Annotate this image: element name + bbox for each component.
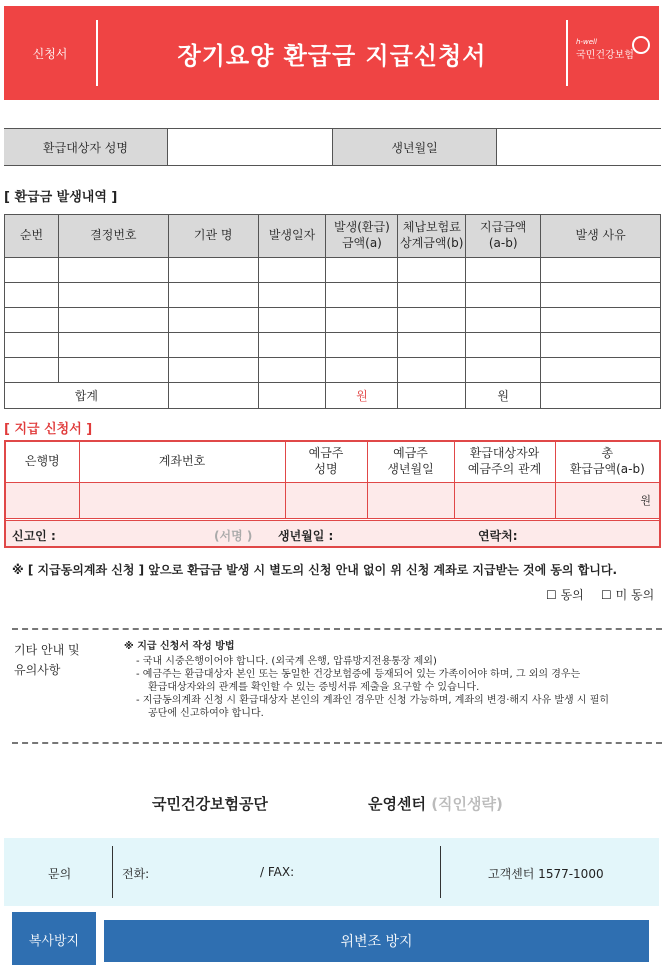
col-holder-name: 예금주 성명 — [285, 442, 367, 482]
form-header — [4, 6, 659, 100]
form-title: 장기요양 환급금 지급신청서 — [177, 41, 487, 70]
agree-checkbox[interactable]: ☐ 동의 — [546, 588, 584, 602]
consent-text: ※ [ 지급동의계좌 신청 ] 앞으로 환급금 발생 시 별도의 신청 안내 없이 위 신청 계좌로 지급받는 것에 동의 합니다. — [12, 563, 618, 577]
divider — [12, 742, 662, 744]
col-offset-amount: 체납보험료 상계금액(b) — [398, 215, 466, 258]
table-row — [5, 358, 661, 383]
inquiry-fax: / FAX: — [260, 865, 295, 879]
signature-field[interactable]: (서명 ) — [214, 529, 253, 543]
col-account: 계좌번호 — [79, 442, 285, 482]
signer-label: 신고인 : — [12, 529, 56, 543]
guide-title: ※ 지급 신청서 작성 방법 — [124, 641, 235, 652]
holder-birth-field[interactable] — [367, 482, 454, 518]
form-type-tag: 신청서 — [32, 46, 68, 61]
divider — [12, 628, 662, 630]
sum-unit-total: 원 — [466, 383, 541, 409]
applicant-row — [4, 128, 661, 166]
logo-name: 국민건강보험 — [576, 50, 634, 61]
guide-text — [124, 640, 664, 720]
sum-row — [5, 383, 661, 409]
col-institution: 기관 명 — [168, 215, 258, 258]
inquiry-divider — [112, 846, 113, 898]
guide-item: - 예금주는 환급대상자 본인 또는 동일한 건강보험증에 등재되어 있는 가족이어야 하며, 그 외의 경우는 — [136, 669, 581, 680]
applicant-birth-label: 생년월일 — [333, 129, 497, 165]
occurrence-header-row — [5, 215, 661, 258]
table-row — [5, 258, 661, 283]
payment-table-box — [4, 440, 661, 548]
logo-slogan: h-well — [576, 38, 597, 46]
forgery-protect-badge: 위변조 방지 — [104, 920, 649, 962]
payment-section-title: [ 지급 신청서 ] — [4, 422, 93, 437]
inquiry-phone: 전화: — [122, 867, 150, 881]
col-refund-amount: 발생(환급) 금액(a) — [326, 215, 398, 258]
col-relation: 환급대상자와 예금주의 관계 — [454, 442, 555, 482]
inquiry-divider — [440, 846, 441, 898]
account-field[interactable] — [79, 482, 285, 518]
signer-birth-label: 생년월일 : — [278, 529, 334, 543]
guide-item-cont: 환급대상자와의 관계를 확인할 수 있는 증빙서류 제출을 요구할 수 있습니다. — [148, 682, 480, 693]
payment-input-row — [6, 482, 659, 518]
org-name: 국민건강보험공단 — [152, 795, 268, 813]
holder-name-field[interactable] — [285, 482, 367, 518]
col-decision-no: 결정번호 — [58, 215, 168, 258]
sum-unit-a: 원 — [326, 383, 398, 409]
table-row — [5, 308, 661, 333]
col-bank: 은행명 — [6, 442, 79, 482]
guide-item-cont: 공단에 신고하여야 합니다. — [148, 708, 264, 719]
logo-mark-icon — [632, 36, 650, 54]
table-row — [5, 283, 661, 308]
disagree-checkbox[interactable]: ☐ 미 동의 — [601, 588, 655, 602]
col-reason: 발생 사유 — [541, 215, 661, 258]
col-pay-amount: 지급금액 (a-b) — [466, 215, 541, 258]
inquiry-bar — [4, 838, 659, 906]
org-center: 운영센터 (직인생략) — [368, 795, 503, 813]
guide-label: 기타 안내 및 유의사항 — [14, 643, 80, 678]
guide-item: - 지급동의계좌 신청 시 환급대상자 본인의 계좌인 경우만 신청 가능하며, 계좌의 변경·해지 사유 발생 시 필히 — [136, 695, 610, 706]
nhis-logo — [576, 38, 656, 78]
guide-item: - 국내 시중은행이어야 합니다. (외국계 은행, 압류방지전용통장 제외) — [136, 656, 437, 667]
payment-header-row — [6, 442, 659, 482]
total-amount-field[interactable]: 원 — [555, 482, 659, 518]
col-total-amount: 총 환급금액(a-b) — [555, 442, 659, 482]
occurrence-section-title: [ 환급금 발생내역 ] — [4, 190, 118, 205]
col-date: 발생일자 — [258, 215, 326, 258]
inquiry-label: 문의 — [48, 867, 72, 881]
signer-contact-label: 연락처: — [478, 529, 518, 543]
payment-table — [6, 442, 659, 519]
seal-omitted-note: (직인생략) — [431, 795, 503, 813]
applicant-name-label: 환급대상자 성명 — [4, 129, 168, 165]
applicant-name-field[interactable] — [168, 129, 333, 165]
col-holder-birth: 예금주 생년월일 — [367, 442, 454, 482]
bank-field[interactable] — [6, 482, 79, 518]
call-center: 고객센터 1577-1000 — [488, 867, 604, 881]
signer-row — [6, 520, 659, 546]
header-divider — [566, 20, 568, 86]
relation-field[interactable] — [454, 482, 555, 518]
col-seq: 순번 — [5, 215, 59, 258]
copy-protect-badge: 복사방지 — [12, 912, 96, 965]
applicant-birth-field[interactable] — [497, 129, 661, 165]
occurrence-table — [4, 214, 661, 409]
sum-label: 합계 — [5, 383, 169, 409]
table-row — [5, 333, 661, 358]
